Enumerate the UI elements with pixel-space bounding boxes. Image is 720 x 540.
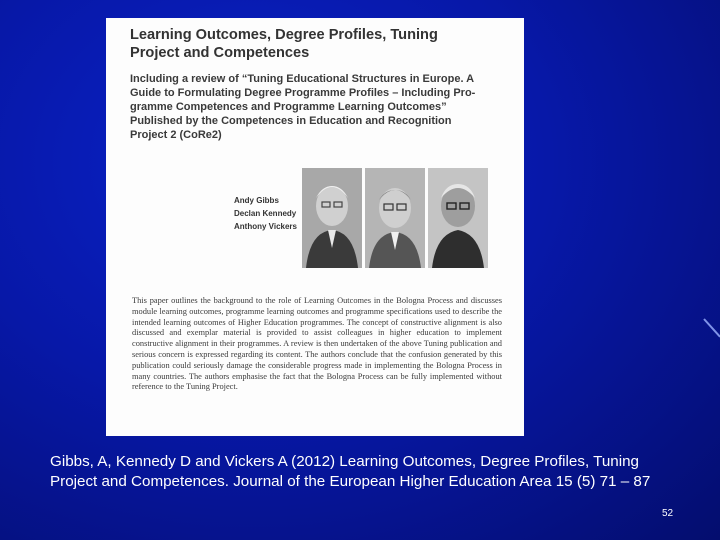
slide-number: 52 — [662, 508, 674, 519]
decorative-accent-line — [703, 318, 720, 337]
citation-text: Gibbs, A, Kennedy D and Vickers A (2012) Learning Outcomes, Degree Profiles, Tuning Project and Competences. Journal of the European Higher Education Area 15 (5) 71 – 87 — [50, 453, 651, 490]
author-photo — [302, 168, 362, 268]
author-name: Anthony Vickers — [234, 222, 297, 231]
book-abstract: This paper outlines the background to the role of Learning Outcomes in the Bologna Process and discusses module learning outcomes, programme learning outcomes and programme specifications used to describe the intended learning outcomes of Higher Education programmes. The concept of constructive alignment is also discussed and exemplar material is provided to assist colleagues in higher education to implement constructive alignment in their programmes. A review is then undertaken of the above Tuning publication and serious concern is expressed regarding its content. The authors conclude that the confusion generated by this publication could seriously damage the considerable progress made in implementing the Bologna Process in many countries. The authors emphasise the fact that the Bologna Process can be fully implemented without reference to the Tuning Project. — [132, 296, 502, 392]
author-name: Declan Kennedy — [234, 209, 297, 218]
author-photo — [365, 168, 425, 268]
author-photo — [428, 168, 488, 268]
author-name: Andy Gibbs — [234, 196, 279, 205]
author-list — [234, 194, 297, 233]
book-subtitle: Including a review of “Tuning Educational Structures in Europe. A Guide to Formulating Degree Programme Profiles – Including Pro- gramme Competences and Programme Learning Outcomes” Published by the Competences in Education and Recognition Project 2 (CoRe2) — [130, 73, 476, 141]
book-cover-image — [106, 18, 524, 436]
author-photos — [302, 168, 492, 268]
book-title: Learning Outcomes, Degree Profiles, Tuning Project and Competences — [130, 27, 438, 61]
